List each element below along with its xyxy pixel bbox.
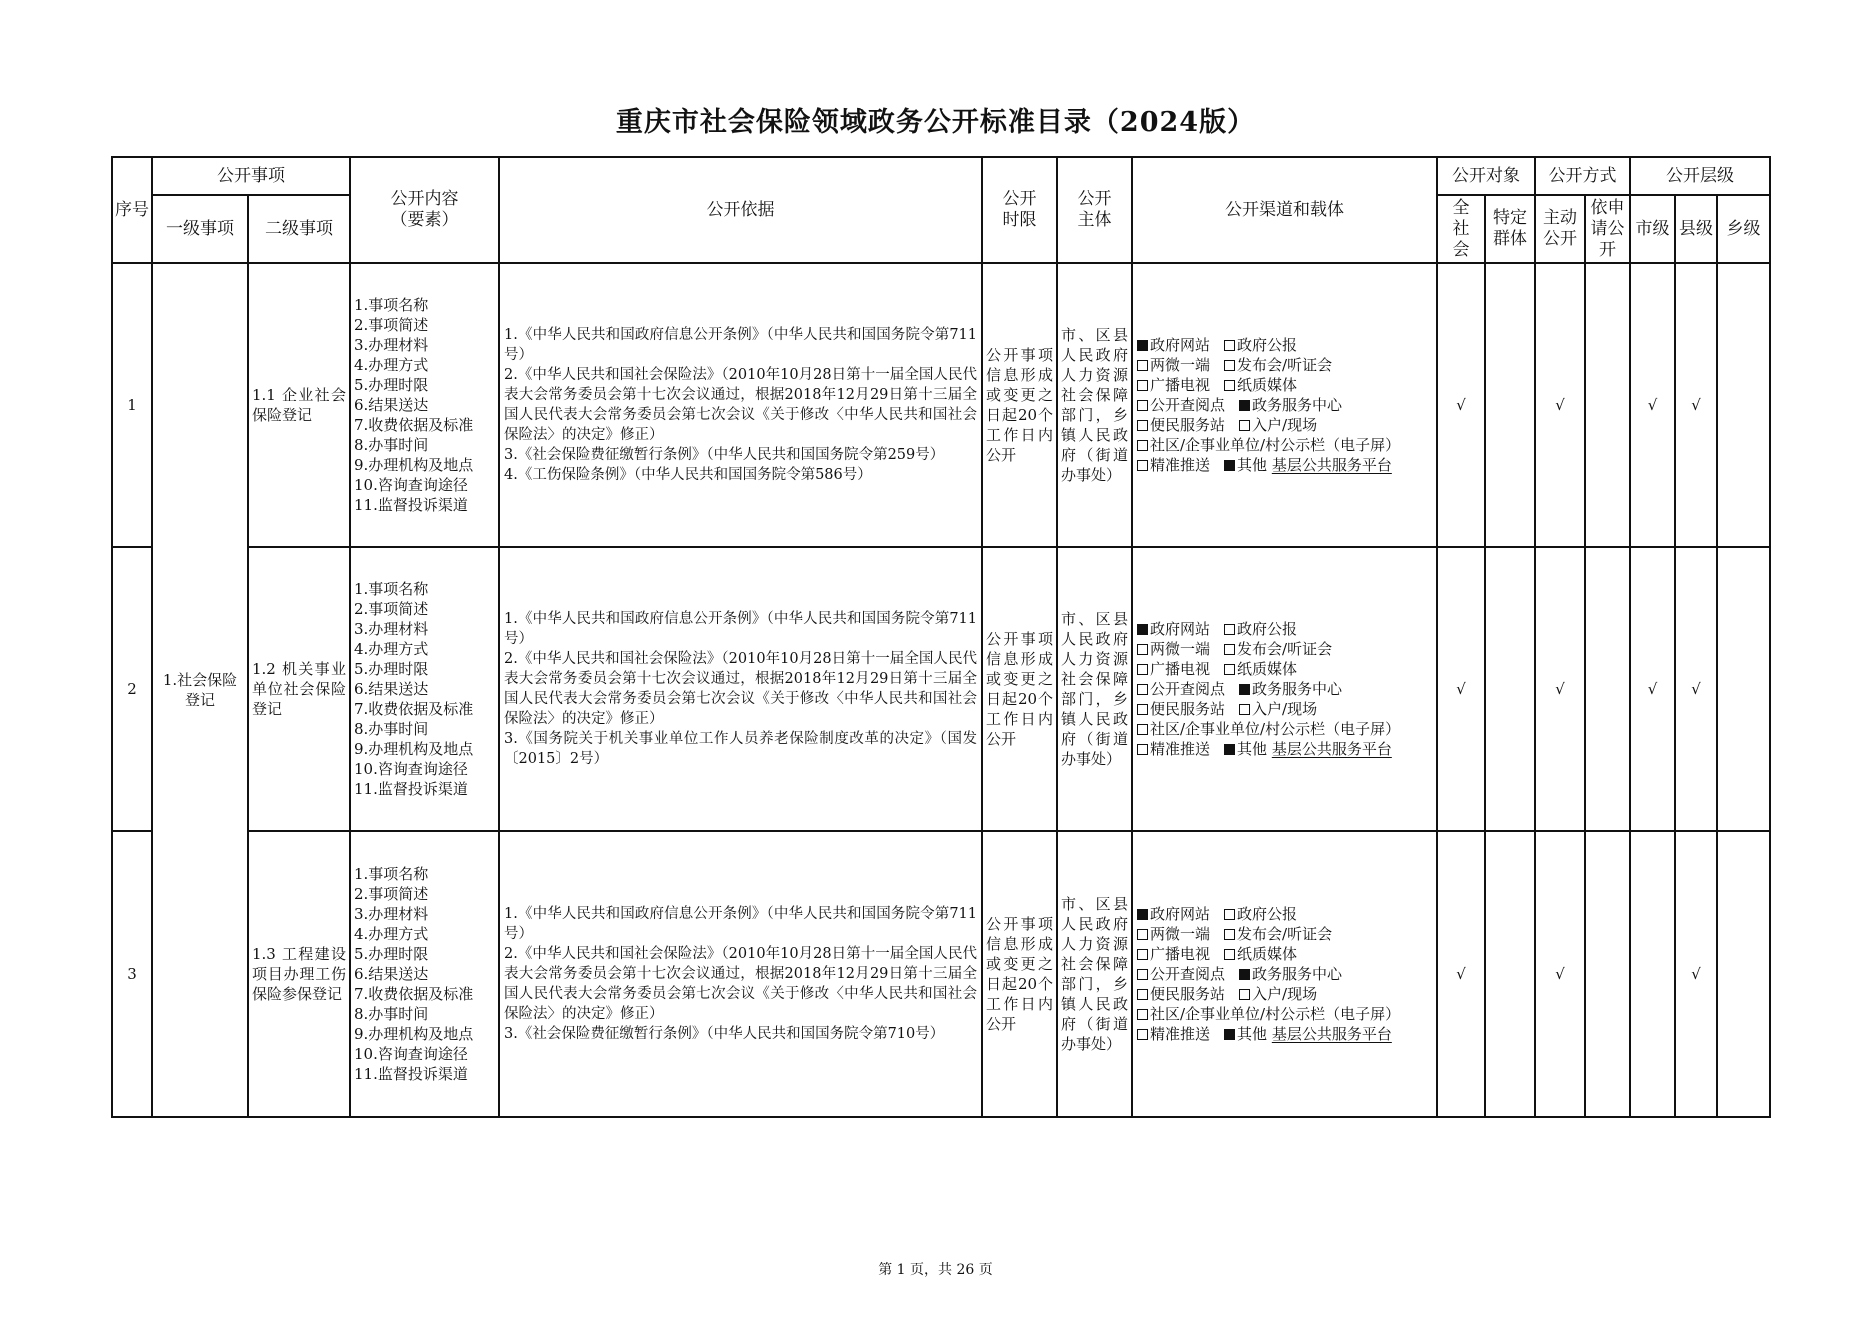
channel-option[interactable]: 两微一端 [1137,640,1210,658]
header-channel: 公开渠道和载体 [1132,157,1437,263]
checkbox-icon [1137,440,1148,451]
check-target-specific [1485,547,1535,831]
channel-option[interactable]: 发布会/听证会 [1224,356,1332,374]
channel-option[interactable]: 便民服务站 [1137,985,1225,1003]
check-target-all: √ [1437,547,1485,831]
time-limit: 公开事项信息形成或变更之日起20个工作日内公开 [982,831,1057,1117]
checkbox-icon [1224,460,1235,471]
channel-line [1137,1004,1432,1024]
channel-line [1137,984,1432,1004]
content-item: 2.事项简述 [354,885,429,903]
check-level-county: √ [1675,263,1717,547]
header-subject: 公开主体 [1057,157,1132,263]
content-item: 10.咨询查询途径 [354,1045,468,1063]
content-item: 4.办理方式 [354,925,429,943]
table-row [112,547,1770,831]
channel-option[interactable]: 其他 基层公共服务平台 [1224,1025,1392,1043]
channel-line [1137,679,1432,699]
channel-list [1132,263,1437,547]
channel-line [1137,924,1432,944]
checkbox-icon [1137,624,1148,635]
header-level: 公开层级 [1630,157,1770,195]
channel-option[interactable]: 入户/现场 [1239,985,1317,1003]
header-level1: 一级事项 [152,195,248,263]
check-method-apply [1585,547,1630,831]
channel-option[interactable]: 公开查阅点 [1137,965,1225,983]
channel-option[interactable]: 广播电视 [1137,660,1210,678]
channel-option[interactable]: 纸质媒体 [1224,660,1297,678]
check-level-town [1717,263,1770,547]
header-method: 公开方式 [1535,157,1630,195]
channel-note: 基层公共服务平台 [1271,456,1392,474]
header-content: 公开内容（要素） [350,157,499,263]
check-level-town [1717,831,1770,1117]
checkbox-icon [1137,744,1148,755]
channel-option[interactable]: 精准推送 [1137,456,1210,474]
content-item: 3.办理材料 [354,620,429,638]
content-item: 1.事项名称 [354,865,429,883]
content-item: 7.收费依据及标准 [354,985,474,1003]
basis-item: 1.《中华人民共和国政府信息公开条例》（中华人民共和国国务院令第711号） [504,327,977,363]
channel-line [1137,375,1432,395]
channel-option[interactable]: 发布会/听证会 [1224,925,1332,943]
channel-option[interactable]: 政府公报 [1224,336,1297,354]
checkbox-icon [1137,909,1148,920]
content-item: 8.办事时间 [354,720,429,738]
content-item: 9.办理机构及地点 [354,1025,474,1043]
channel-option[interactable]: 政府网站 [1137,905,1210,923]
checkbox-icon [1137,400,1148,411]
catalog-table [111,156,1771,1118]
content-item: 10.咨询查询途径 [354,760,468,778]
table-body [112,263,1770,1117]
channel-option[interactable]: 政务服务中心 [1239,396,1342,414]
header-matter: 公开事项 [152,157,350,195]
content-list [350,263,499,547]
channel-option[interactable]: 两微一端 [1137,356,1210,374]
checkbox-icon [1239,400,1250,411]
checkbox-icon [1239,420,1250,431]
header-method-active: 主动公开 [1535,195,1585,263]
channel-option[interactable]: 政务服务中心 [1239,965,1342,983]
check-target-specific [1485,831,1535,1117]
channel-option[interactable]: 便民服务站 [1137,700,1225,718]
channel-line [1137,904,1432,924]
content-item: 3.办理材料 [354,905,429,923]
channel-list [1132,547,1437,831]
checkbox-icon [1137,929,1148,940]
basis-item: 1.《中华人民共和国政府信息公开条例》（中华人民共和国国务院令第711号） [504,906,977,942]
channel-line [1137,335,1432,355]
checkbox-icon [1137,1029,1148,1040]
header-method-apply: 依申请公开 [1585,195,1630,263]
row-seq: 1 [112,263,152,547]
check-method-active: √ [1535,547,1585,831]
content-item: 6.结果送达 [354,396,429,414]
row-seq: 3 [112,831,152,1117]
content-item: 6.结果送达 [354,965,429,983]
content-item: 2.事项简述 [354,600,429,618]
content-item: 10.咨询查询途径 [354,476,468,494]
checkbox-icon [1224,360,1235,371]
checkbox-icon [1137,664,1148,675]
channel-option[interactable]: 精准推送 [1137,1025,1210,1043]
channel-line [1137,719,1432,739]
channel-note: 基层公共服务平台 [1271,740,1392,758]
content-item: 1.事项名称 [354,580,429,598]
channel-line [1137,455,1432,475]
basis-item: 3.《社会保险费征缴暂行条例》（中华人民共和国国务院令第710号） [504,1026,945,1042]
content-item: 4.办理方式 [354,640,429,658]
check-target-all: √ [1437,831,1485,1117]
basis-list [499,263,982,547]
channel-option[interactable]: 公开查阅点 [1137,680,1225,698]
level1-item: 1.社会保险登记 [152,263,248,1117]
content-item: 1.事项名称 [354,296,429,314]
channel-option[interactable]: 社区/企事业单位/村公示栏（电子屏） [1137,1005,1400,1023]
checkbox-icon [1137,644,1148,655]
channel-line [1137,739,1432,759]
channel-line [1137,699,1432,719]
level2-item: 1.3 工程建设项目办理工伤保险参保登记 [248,831,350,1117]
channel-line [1137,944,1432,964]
content-list [350,547,499,831]
check-method-apply [1585,831,1630,1117]
publisher: 市、区县人民政府人力资源社会保障部门，乡镇人民政府（街道办事处） [1057,831,1132,1117]
content-item: 5.办理时限 [354,376,429,394]
channel-option[interactable]: 政府网站 [1137,336,1210,354]
channel-option[interactable]: 便民服务站 [1137,416,1225,434]
channel-option[interactable]: 社区/企事业单位/村公示栏（电子屏） [1137,436,1400,454]
content-item: 2.事项简述 [354,316,429,334]
checkbox-icon [1239,969,1250,980]
channel-option[interactable]: 政府公报 [1224,620,1297,638]
channel-option[interactable]: 社区/企事业单位/村公示栏（电子屏） [1137,720,1400,738]
content-item: 5.办理时限 [354,945,429,963]
checkbox-icon [1224,1029,1235,1040]
checkbox-icon [1224,664,1235,675]
channel-line [1137,435,1432,455]
level2-item: 1.2 机关事业单位社会保险登记 [248,547,350,831]
channel-option[interactable]: 政府公报 [1224,905,1297,923]
check-method-active: √ [1535,263,1585,547]
check-method-apply [1585,263,1630,547]
check-level-county: √ [1675,831,1717,1117]
basis-item: 1.《中华人民共和国政府信息公开条例》（中华人民共和国国务院令第711号） [504,611,977,647]
header-level2: 二级事项 [248,195,350,263]
checkbox-icon [1137,684,1148,695]
basis-list [499,547,982,831]
time-limit: 公开事项信息形成或变更之日起20个工作日内公开 [982,263,1057,547]
header-level-town: 乡级 [1717,195,1770,263]
page-title: 重庆市社会保险领域政务公开标准目录（2024版） [615,107,1256,138]
basis-list [499,831,982,1117]
channel-option[interactable]: 发布会/听证会 [1224,640,1332,658]
checkbox-icon [1224,644,1235,655]
content-item: 5.办理时限 [354,660,429,678]
check-method-active: √ [1535,831,1585,1117]
header-target-all: 全社会 [1437,195,1485,263]
check-target-all: √ [1437,263,1485,547]
checkbox-icon [1137,340,1148,351]
checkbox-icon [1239,684,1250,695]
channel-option[interactable]: 政府网站 [1137,620,1210,638]
publisher: 市、区县人民政府人力资源社会保障部门，乡镇人民政府（街道办事处） [1057,547,1132,831]
checkbox-icon [1137,360,1148,371]
channel-line [1137,415,1432,435]
header-level-county: 县级 [1675,195,1717,263]
checkbox-icon [1137,1009,1148,1020]
channel-line [1137,1024,1432,1044]
content-item: 8.办事时间 [354,1005,429,1023]
publisher: 市、区县人民政府人力资源社会保障部门，乡镇人民政府（街道办事处） [1057,263,1132,547]
checkbox-icon [1137,704,1148,715]
checkbox-icon [1224,744,1235,755]
channel-option[interactable]: 精准推送 [1137,740,1210,758]
channel-option[interactable]: 入户/现场 [1239,700,1317,718]
checkbox-icon [1224,929,1235,940]
channel-option[interactable]: 两微一端 [1137,925,1210,943]
basis-item: 3.《国务院关于机关事业单位工作人员养老保险制度改革的决定》（国发〔2015〕2号） [504,731,977,767]
content-item: 4.办理方式 [354,356,429,374]
check-target-specific [1485,263,1535,547]
channel-line [1137,659,1432,679]
content-item: 11.监督投诉渠道 [354,496,468,514]
content-item: 11.监督投诉渠道 [354,1065,468,1083]
table-row [112,831,1770,1117]
check-level-city: √ [1630,547,1675,831]
time-limit: 公开事项信息形成或变更之日起20个工作日内公开 [982,547,1057,831]
channel-line [1137,395,1432,415]
checkbox-icon [1224,380,1235,391]
channel-option[interactable]: 纸质媒体 [1224,945,1297,963]
channel-option[interactable]: 广播电视 [1137,376,1210,394]
channel-option[interactable]: 政务服务中心 [1239,680,1342,698]
channel-option[interactable]: 广播电视 [1137,945,1210,963]
checkbox-icon [1137,420,1148,431]
row-seq: 2 [112,547,152,831]
channel-option[interactable]: 其他 基层公共服务平台 [1224,456,1392,474]
header-target-specific: 特定群体 [1485,195,1535,263]
channel-note: 基层公共服务平台 [1271,1025,1392,1043]
basis-item: 2.《中华人民共和国社会保险法》（2010年10月28日第十一届全国人民代表大会常务委员会第十七次会议通过，根据2018年12月29日第十三届全国人民代表大会常务委员会第七次会议《关于修改〈中华人民共和国社会保险法〉的决定》修正） [504,367,977,443]
channel-line [1137,964,1432,984]
basis-item: 2.《中华人民共和国社会保险法》（2010年10月28日第十一届全国人民代表大会常务委员会第十七次会议通过，根据2018年12月29日第十三届全国人民代表大会常务委员会第七次会议《关于修改〈中华人民共和国社会保险法〉的决定》修正） [504,651,977,727]
content-item: 7.收费依据及标准 [354,416,474,434]
channel-list [1132,831,1437,1117]
channel-option[interactable]: 公开查阅点 [1137,396,1225,414]
check-level-town [1717,547,1770,831]
checkbox-icon [1137,969,1148,980]
channel-line [1137,355,1432,375]
content-item: 9.办理机构及地点 [354,740,474,758]
header-seq: 序号 [112,157,152,263]
content-item: 6.结果送达 [354,680,429,698]
basis-item: 2.《中华人民共和国社会保险法》（2010年10月28日第十一届全国人民代表大会常务委员会第十七次会议通过，根据2018年12月29日第十三届全国人民代表大会常务委员会第七次会议《关于修改〈中华人民共和国社会保险法〉的决定》修正） [504,946,977,1022]
check-level-city: √ [1630,263,1675,547]
content-item: 11.监督投诉渠道 [354,780,468,798]
header-time-limit: 公开时限 [982,157,1057,263]
check-level-city [1630,831,1675,1117]
header-basis: 公开依据 [499,157,982,263]
channel-line [1137,639,1432,659]
channel-line [1137,619,1432,639]
checkbox-icon [1137,460,1148,471]
checkbox-icon [1224,340,1235,351]
basis-item: 4.《工伤保险条例》（中华人民共和国国务院令第586号） [504,467,872,483]
page-footer: 第 1 页，共 26 页 [878,1262,993,1278]
checkbox-icon [1137,380,1148,391]
channel-option[interactable]: 纸质媒体 [1224,376,1297,394]
level2-item: 1.1 企业社会保险登记 [248,263,350,547]
content-item: 7.收费依据及标准 [354,700,474,718]
content-list [350,831,499,1117]
header-target: 公开对象 [1437,157,1535,195]
checkbox-icon [1224,909,1235,920]
basis-item: 3.《社会保险费征缴暂行条例》（中华人民共和国国务院令第259号） [504,447,945,463]
content-item: 8.办事时间 [354,436,429,454]
table-row [112,263,1770,547]
checkbox-icon [1224,624,1235,635]
channel-option[interactable]: 其他 基层公共服务平台 [1224,740,1392,758]
header-level-city: 市级 [1630,195,1675,263]
checkbox-icon [1137,989,1148,1000]
checkbox-icon [1224,949,1235,960]
checkbox-icon [1239,704,1250,715]
check-level-county: √ [1675,547,1717,831]
content-item: 9.办理机构及地点 [354,456,474,474]
checkbox-icon [1239,989,1250,1000]
channel-option[interactable]: 入户/现场 [1239,416,1317,434]
checkbox-icon [1137,724,1148,735]
content-item: 3.办理材料 [354,336,429,354]
checkbox-icon [1137,949,1148,960]
